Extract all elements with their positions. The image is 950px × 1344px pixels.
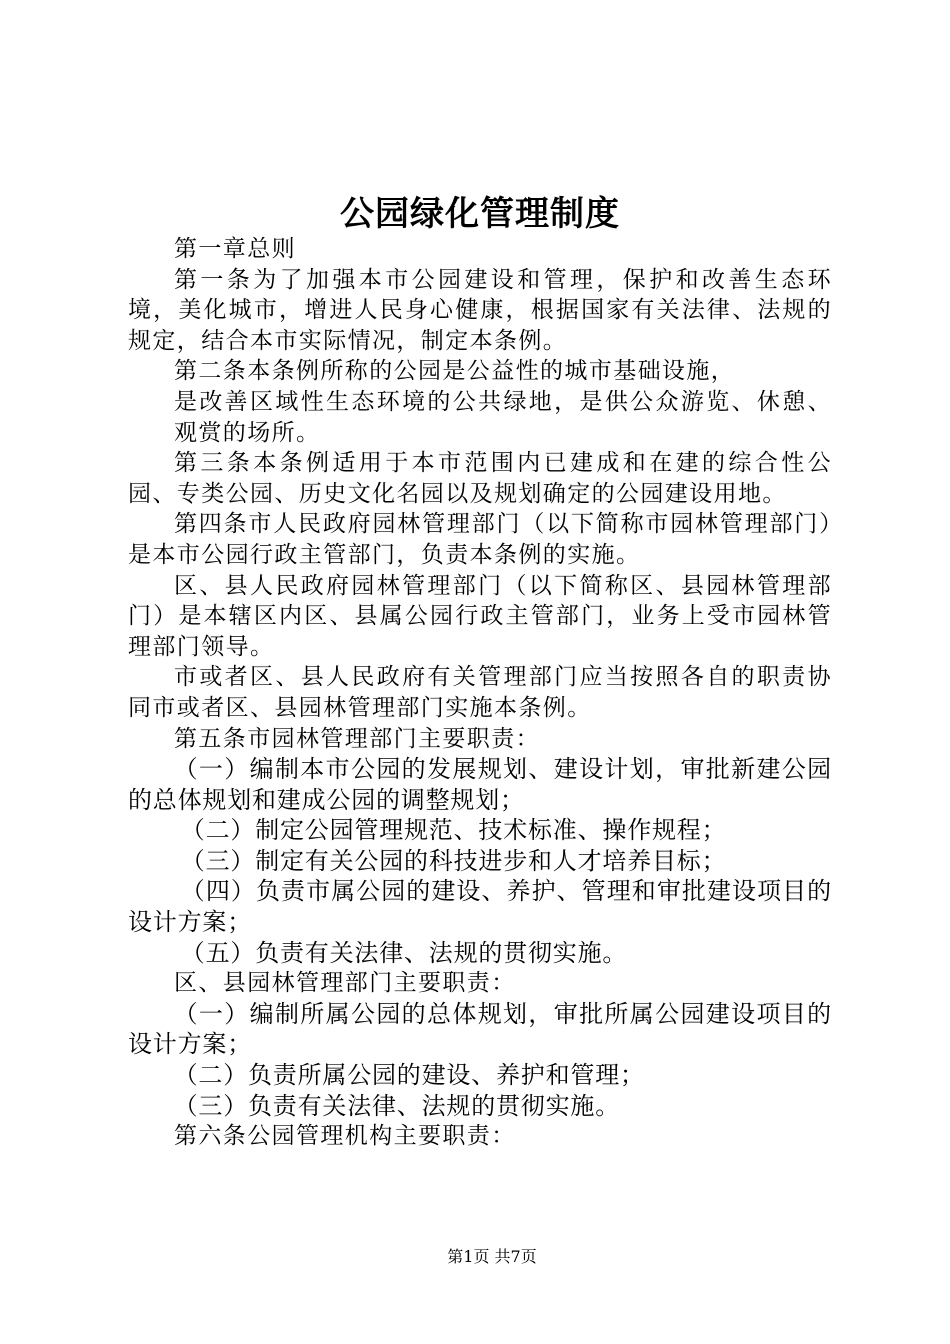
page-footer: 第1页 共7页 xyxy=(447,1247,537,1266)
article-5-item-5: （五）负责有关法律、法规的贯彻实施。 xyxy=(180,938,628,967)
district-item-2: （二）负责所属公园的建设、养护和管理； xyxy=(173,1061,645,1090)
article-2-continued: 是改善区域性生态环境的公共绿地，是供公众游览、休憩、观赏的场所。 xyxy=(174,388,832,446)
article-1: 第一条为了加强本市公园建设和管理，保护和改善生态环境，美化城市，增进人民身心健康，根据国家有关法律、法规的规定，结合本市实际情况，制定本条例。 xyxy=(128,266,832,354)
article-3: 第三条本条例适用于本市范围内已建成和在建的综合性公园、专类公园、历史文化名园以及规划确定的公园建设用地。 xyxy=(128,450,832,507)
document-body xyxy=(128,234,832,1152)
article-5-item-4: （四）负责市属公园的建设、养护、管理和审批建设项目的设计方案； xyxy=(128,877,832,937)
article-5-item-2: （二）制定公园管理规范、技术标准、操作规程； xyxy=(180,816,727,845)
district-duties-heading: 区、县园林管理部门主要职责： xyxy=(174,970,516,997)
article-5: 第五条市园林管理部门主要职责： xyxy=(174,725,540,752)
district-item-3: （三）负责有关法律、法规的贯彻实施。 xyxy=(173,1091,620,1120)
chapter-heading: 第一章总则 xyxy=(174,236,296,262)
article-4-district: 区、县人民政府园林管理部门（以下简称区、县园林管理部门）是本辖区内区、县属公园行政主管部门，业务上受市园林管理部门领导。 xyxy=(128,572,832,660)
article-5-item-1: （一）编制本市公园的发展规划、建设计划，审批新建公园的总体规划和建成公园的调整规划； xyxy=(128,755,832,814)
article-2: 第二条本条例所称的公园是公益性的城市基础设施， xyxy=(174,358,736,385)
document-title: 公园绿化管理制度 xyxy=(340,194,620,234)
article-6: 第六条公园管理机构主要职责： xyxy=(174,1123,516,1150)
article-5-item-3: （三）制定有关公园的科技进步和人才培养目标； xyxy=(180,846,727,875)
article-4-coordination: 市或者区、县人民政府有关管理部门应当按照各自的职责协同市或者区、县园林管理部门实施本条例。 xyxy=(128,664,832,721)
district-item-1: （一）编制所属公园的总体规划，审批所属公园建设项目的设计方案； xyxy=(128,999,832,1059)
article-4: 第四条市人民政府园林管理部门（以下简称市园林管理部门）是本市公园行政主管部门，负责本条例的实施。 xyxy=(128,511,832,568)
